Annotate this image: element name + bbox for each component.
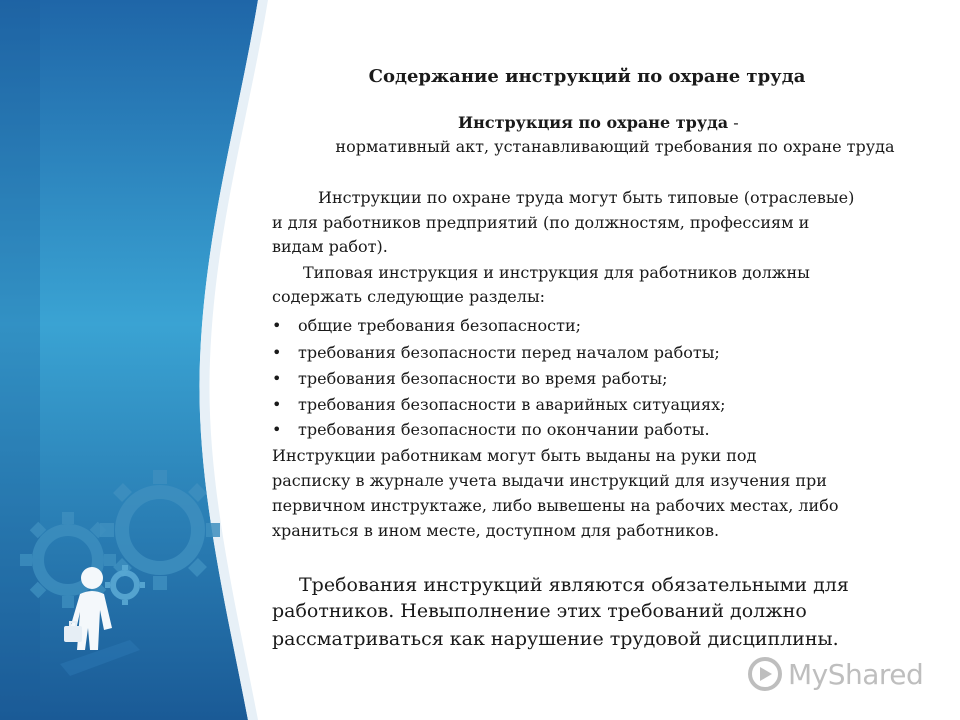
- final-paragraph-line: рассматриваться как нарушение трудовой дисциплины.: [272, 628, 839, 650]
- watermark: [748, 657, 923, 691]
- definition-term-text: Инструкция по охране труда: [458, 113, 729, 132]
- list-item: • общие требования безопасности;: [272, 316, 582, 335]
- definition-text: нормативный акт, устанавливающий требования по охране труда: [335, 137, 895, 156]
- final-paragraph-line: работников. Невыполнение этих требований должно: [272, 600, 807, 622]
- paragraph-line: Инструкции работникам могут быть выданы на руки под: [272, 446, 757, 465]
- list-item: • требования безопасности во время работы;: [272, 369, 668, 388]
- bullet-icon: •: [272, 395, 282, 414]
- bullet-icon: •: [272, 420, 282, 439]
- watermark-text: MyShared: [788, 657, 924, 691]
- list-item: • требования безопасности в аварийных ситуациях;: [272, 395, 726, 414]
- paragraph-line: содержать следующие разделы:: [272, 287, 546, 306]
- paragraph-line: Типовая инструкция и инструкция для работников должны: [303, 263, 810, 282]
- paragraph-line: Инструкции по охране труда могут быть типовые (отраслевые): [318, 188, 855, 207]
- definition-dash: -: [728, 113, 739, 132]
- list-item: • требования безопасности по окончании работы.: [272, 420, 710, 439]
- page-title: Содержание инструкций по охране труда: [368, 66, 806, 87]
- paragraph-line: видам работ).: [272, 237, 388, 256]
- paragraph-line: храниться в ином месте, доступном для работников.: [272, 521, 720, 540]
- definition-term: [458, 113, 739, 132]
- final-paragraph-line: Требования инструкций являются обязательными для: [299, 574, 849, 596]
- bullet-icon: •: [272, 316, 282, 335]
- watermark-logo-icon: [748, 657, 782, 691]
- list-item: • требования безопасности перед началом работы;: [272, 343, 720, 362]
- paragraph-line: первичном инструктаже, либо вывешены на рабочих местах, либо: [272, 496, 839, 515]
- paragraph-line: расписку в журнале учета выдачи инструкций для изучения при: [272, 471, 827, 490]
- bullet-icon: •: [272, 369, 282, 388]
- bullet-icon: •: [272, 343, 282, 362]
- paragraph-line: и для работников предприятий (по должностям, профессиям и: [272, 213, 810, 232]
